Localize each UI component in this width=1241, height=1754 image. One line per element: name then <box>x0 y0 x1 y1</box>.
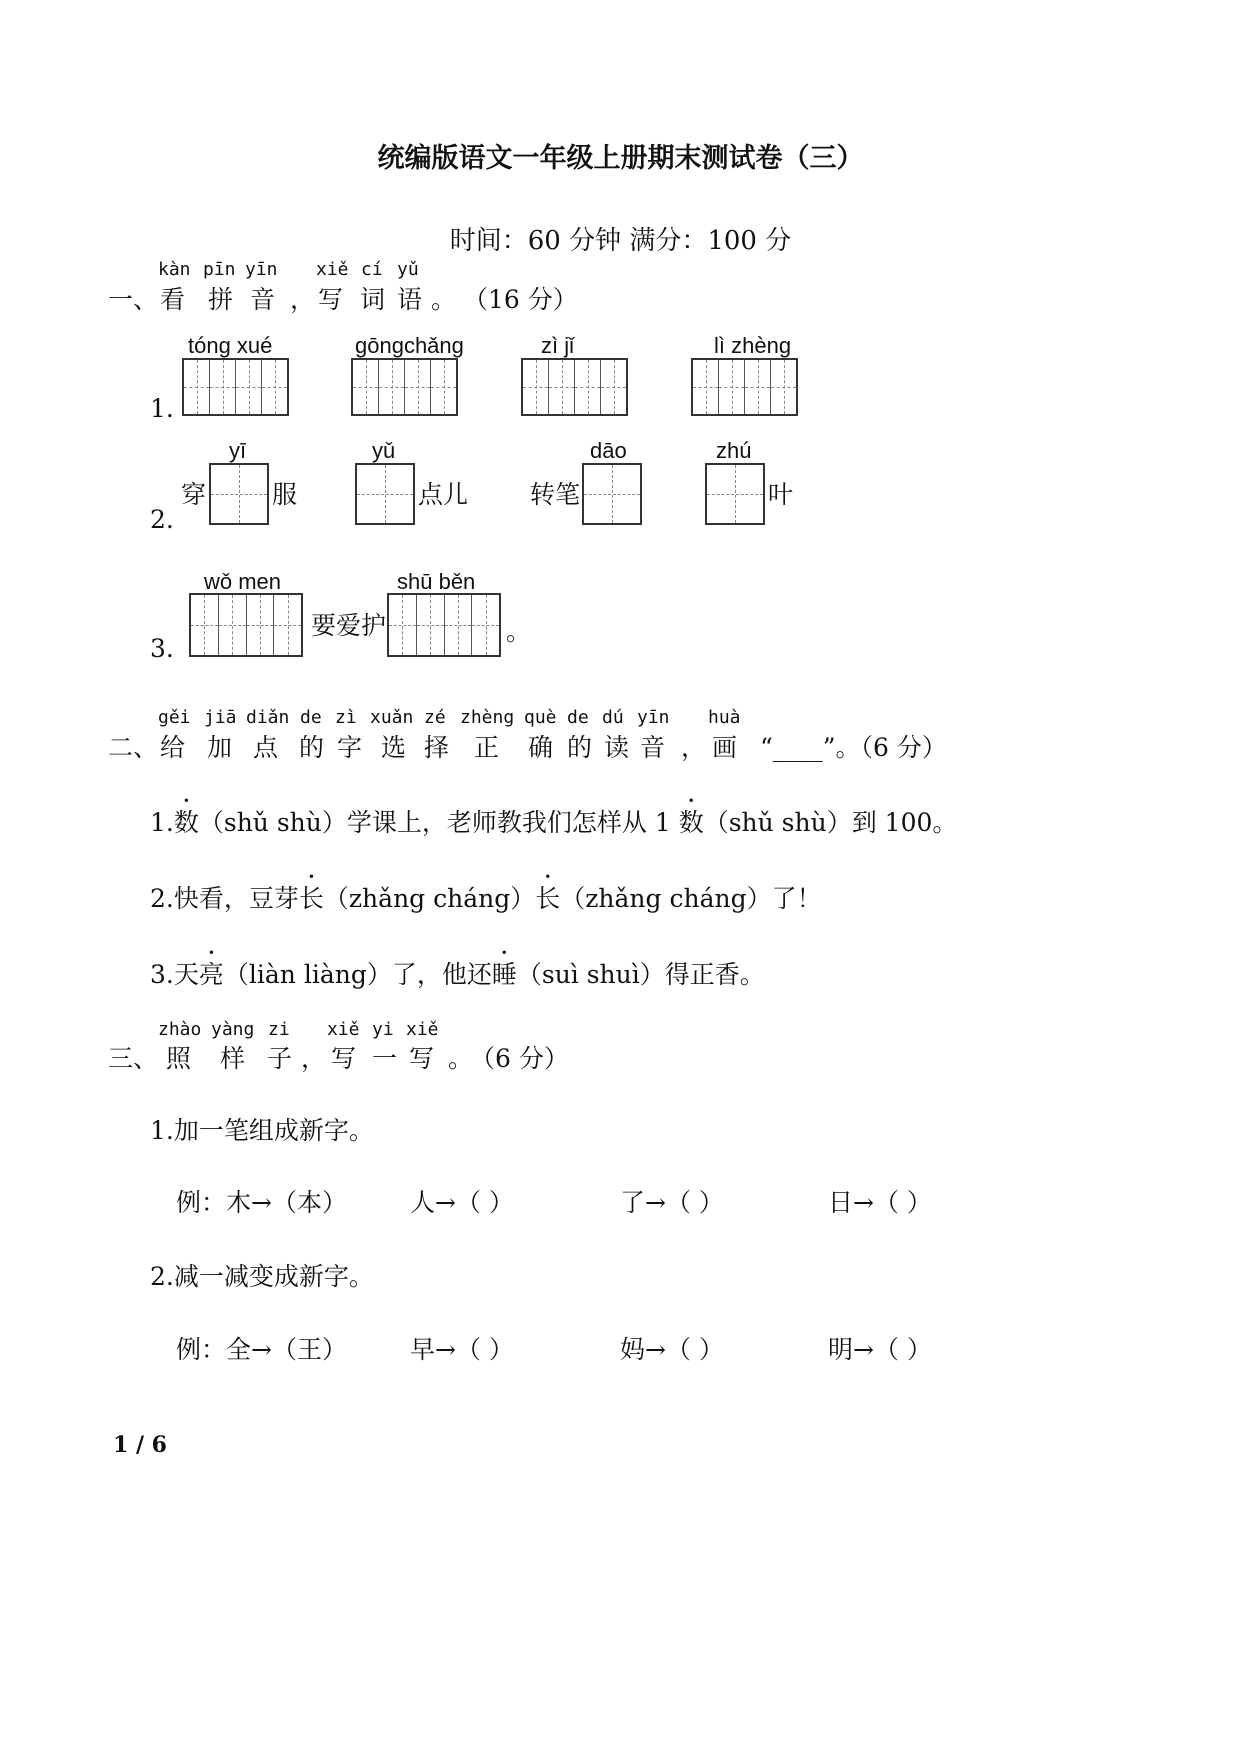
word-part: 叶 <box>768 480 794 509</box>
heading-char: 加 <box>207 733 233 762</box>
pinyin-label: lì zhèng <box>714 333 792 358</box>
heading-char: 拼 <box>208 285 234 314</box>
answer-blank[interactable]: 人→（ ） <box>410 1188 514 1217</box>
heading-char: 确 <box>528 733 554 762</box>
heading-char: ， <box>301 1044 327 1073</box>
heading-char: ， <box>290 285 316 314</box>
heading-char: 照 <box>166 1044 192 1073</box>
heading-char: 写 <box>318 285 344 314</box>
pinyin-label: gōngchǎng <box>355 333 464 358</box>
question-item <box>150 955 765 991</box>
heading-char: 看 <box>160 285 186 314</box>
pinyin: xuǎn <box>370 707 414 728</box>
dotted-char: 长 <box>535 884 561 913</box>
dotted-char: 睡 <box>491 960 517 989</box>
pinyin-label: wǒ men <box>204 569 282 594</box>
pinyin-label: yǔ <box>372 438 396 463</box>
text: （zhǎng cháng）了！ <box>560 884 822 913</box>
text: （shǔ shù）学课上，老师教我们怎样从 1 <box>198 808 679 837</box>
pinyin: zhào <box>158 1019 202 1040</box>
pinyin: yǔ <box>397 259 419 280</box>
heading-char: 。 <box>448 1044 474 1073</box>
heading-char: 点 <box>253 733 279 762</box>
question-number: 3. <box>150 960 174 989</box>
question-label: 2.减一减变成新字。 <box>150 1262 374 1291</box>
pinyin: dú <box>602 707 624 728</box>
pinyin: jiā <box>204 707 237 728</box>
pinyin: zé <box>424 707 446 728</box>
pinyin: yàng <box>211 1019 255 1040</box>
question-item <box>150 803 957 839</box>
answer-blank[interactable]: 早→（ ） <box>410 1335 514 1364</box>
answer-blank[interactable]: 了→（ ） <box>620 1188 724 1217</box>
word-part: 服 <box>272 480 298 509</box>
answer-blank[interactable]: 妈→（ ） <box>620 1335 724 1364</box>
heading-char: 音 <box>640 733 666 762</box>
word-part: 转笔 <box>530 480 581 509</box>
heading-char: 语 <box>397 285 423 314</box>
question-number: 2. <box>150 884 174 913</box>
pinyin: yi <box>372 1019 394 1040</box>
text: （liàn liàng）了，他还 <box>223 960 492 989</box>
word-part: 要爱护 <box>311 611 387 640</box>
pinyin-label: tóng xué <box>188 333 273 358</box>
pinyin: diǎn <box>246 707 290 728</box>
heading-char: 写 <box>409 1044 435 1073</box>
section-number: 一、 <box>108 285 159 314</box>
pinyin: yīn <box>245 259 278 280</box>
heading-char: 择 <box>424 733 450 762</box>
pinyin: zì <box>335 707 357 728</box>
writing-grid[interactable] <box>521 358 628 416</box>
text: （suì shuì）得正香。 <box>516 960 765 989</box>
pinyin: zi <box>268 1019 290 1040</box>
pinyin-label: zì jǐ <box>541 333 574 358</box>
section-number: 二、 <box>108 733 159 762</box>
section-score: （16 分） <box>463 285 578 314</box>
heading-char: 。 <box>431 285 457 314</box>
pinyin: xiě <box>406 1019 439 1040</box>
heading-char: 字 <box>337 733 363 762</box>
exam-info: 时间：60 分钟 满分：100 分 <box>449 226 792 256</box>
dotted-char: 亮 <box>198 960 224 989</box>
dotted-char: 长 <box>298 884 324 913</box>
question-label: 1.加一笔组成新字。 <box>150 1116 374 1145</box>
text: （zhǎng cháng） <box>323 884 536 913</box>
section-score: （6 分） <box>470 1044 569 1073</box>
heading-char: 读 <box>604 733 630 762</box>
word-part: 穿 <box>181 480 207 509</box>
answer-blank[interactable]: 明→（ ） <box>828 1335 932 1364</box>
pinyin: gěi <box>158 707 191 728</box>
heading-char: 的 <box>299 733 325 762</box>
pinyin: kàn <box>158 259 191 280</box>
pinyin: huà <box>708 707 741 728</box>
example: 例：木→（本） <box>176 1188 347 1217</box>
char-box[interactable] <box>355 463 415 525</box>
heading-char: 一 <box>372 1044 398 1073</box>
section-number: 三、 <box>108 1044 159 1073</box>
text: 快看，豆芽 <box>173 884 299 913</box>
section-instruction: “____”。（6 分） <box>760 733 947 762</box>
pinyin: zhèng <box>460 707 515 728</box>
dotted-char: 数 <box>678 808 704 837</box>
question-number: 3. <box>150 634 174 663</box>
question-number: 1. <box>150 394 174 423</box>
heading-char: 选 <box>381 733 407 762</box>
writing-grid[interactable] <box>189 593 303 657</box>
pinyin: pīn <box>203 259 236 280</box>
heading-char: 样 <box>220 1044 246 1073</box>
pinyin-label: shū běn <box>397 569 476 594</box>
writing-grid[interactable] <box>387 593 501 657</box>
heading-char: 写 <box>331 1044 357 1073</box>
pinyin: xiě <box>327 1019 360 1040</box>
pinyin: de <box>300 707 322 728</box>
heading-char: 音 <box>250 285 276 314</box>
text: （shǔ shù）到 100。 <box>703 808 958 837</box>
char-box[interactable] <box>209 463 269 525</box>
writing-grid[interactable] <box>182 358 289 416</box>
char-box[interactable] <box>582 463 642 525</box>
heading-char: 的 <box>567 733 593 762</box>
question-item <box>150 879 822 915</box>
pinyin: cí <box>361 259 383 280</box>
pinyin: yīn <box>637 707 670 728</box>
writing-grid[interactable] <box>691 358 798 416</box>
pinyin: de <box>567 707 589 728</box>
pinyin-label: yī <box>229 438 247 463</box>
word-part: 点儿 <box>418 480 469 509</box>
pinyin-label: zhú <box>716 438 752 463</box>
page-number: 1 / 6 <box>113 1432 167 1458</box>
heading-char: ， <box>681 733 707 762</box>
answer-blank[interactable]: 日→（ ） <box>828 1188 932 1217</box>
word-part: 。 <box>506 617 532 646</box>
heading-char: 词 <box>360 285 386 314</box>
heading-char: 子 <box>267 1044 293 1073</box>
pinyin-label: dāo <box>590 438 627 463</box>
text: 天 <box>173 960 199 989</box>
char-box[interactable] <box>705 463 765 525</box>
heading-char: 正 <box>474 733 500 762</box>
heading-char: 给 <box>160 733 186 762</box>
question-number: 2. <box>150 505 174 534</box>
heading-char: 画 <box>712 733 738 762</box>
page-title: 统编版语文一年级上册期末测试卷（三） <box>377 143 864 174</box>
question-number: 1. <box>150 808 174 837</box>
example: 例：全→（王） <box>176 1335 347 1364</box>
writing-grid[interactable] <box>351 358 458 416</box>
pinyin: què <box>524 707 557 728</box>
dotted-char: 数 <box>173 808 199 837</box>
pinyin: xiě <box>316 259 349 280</box>
